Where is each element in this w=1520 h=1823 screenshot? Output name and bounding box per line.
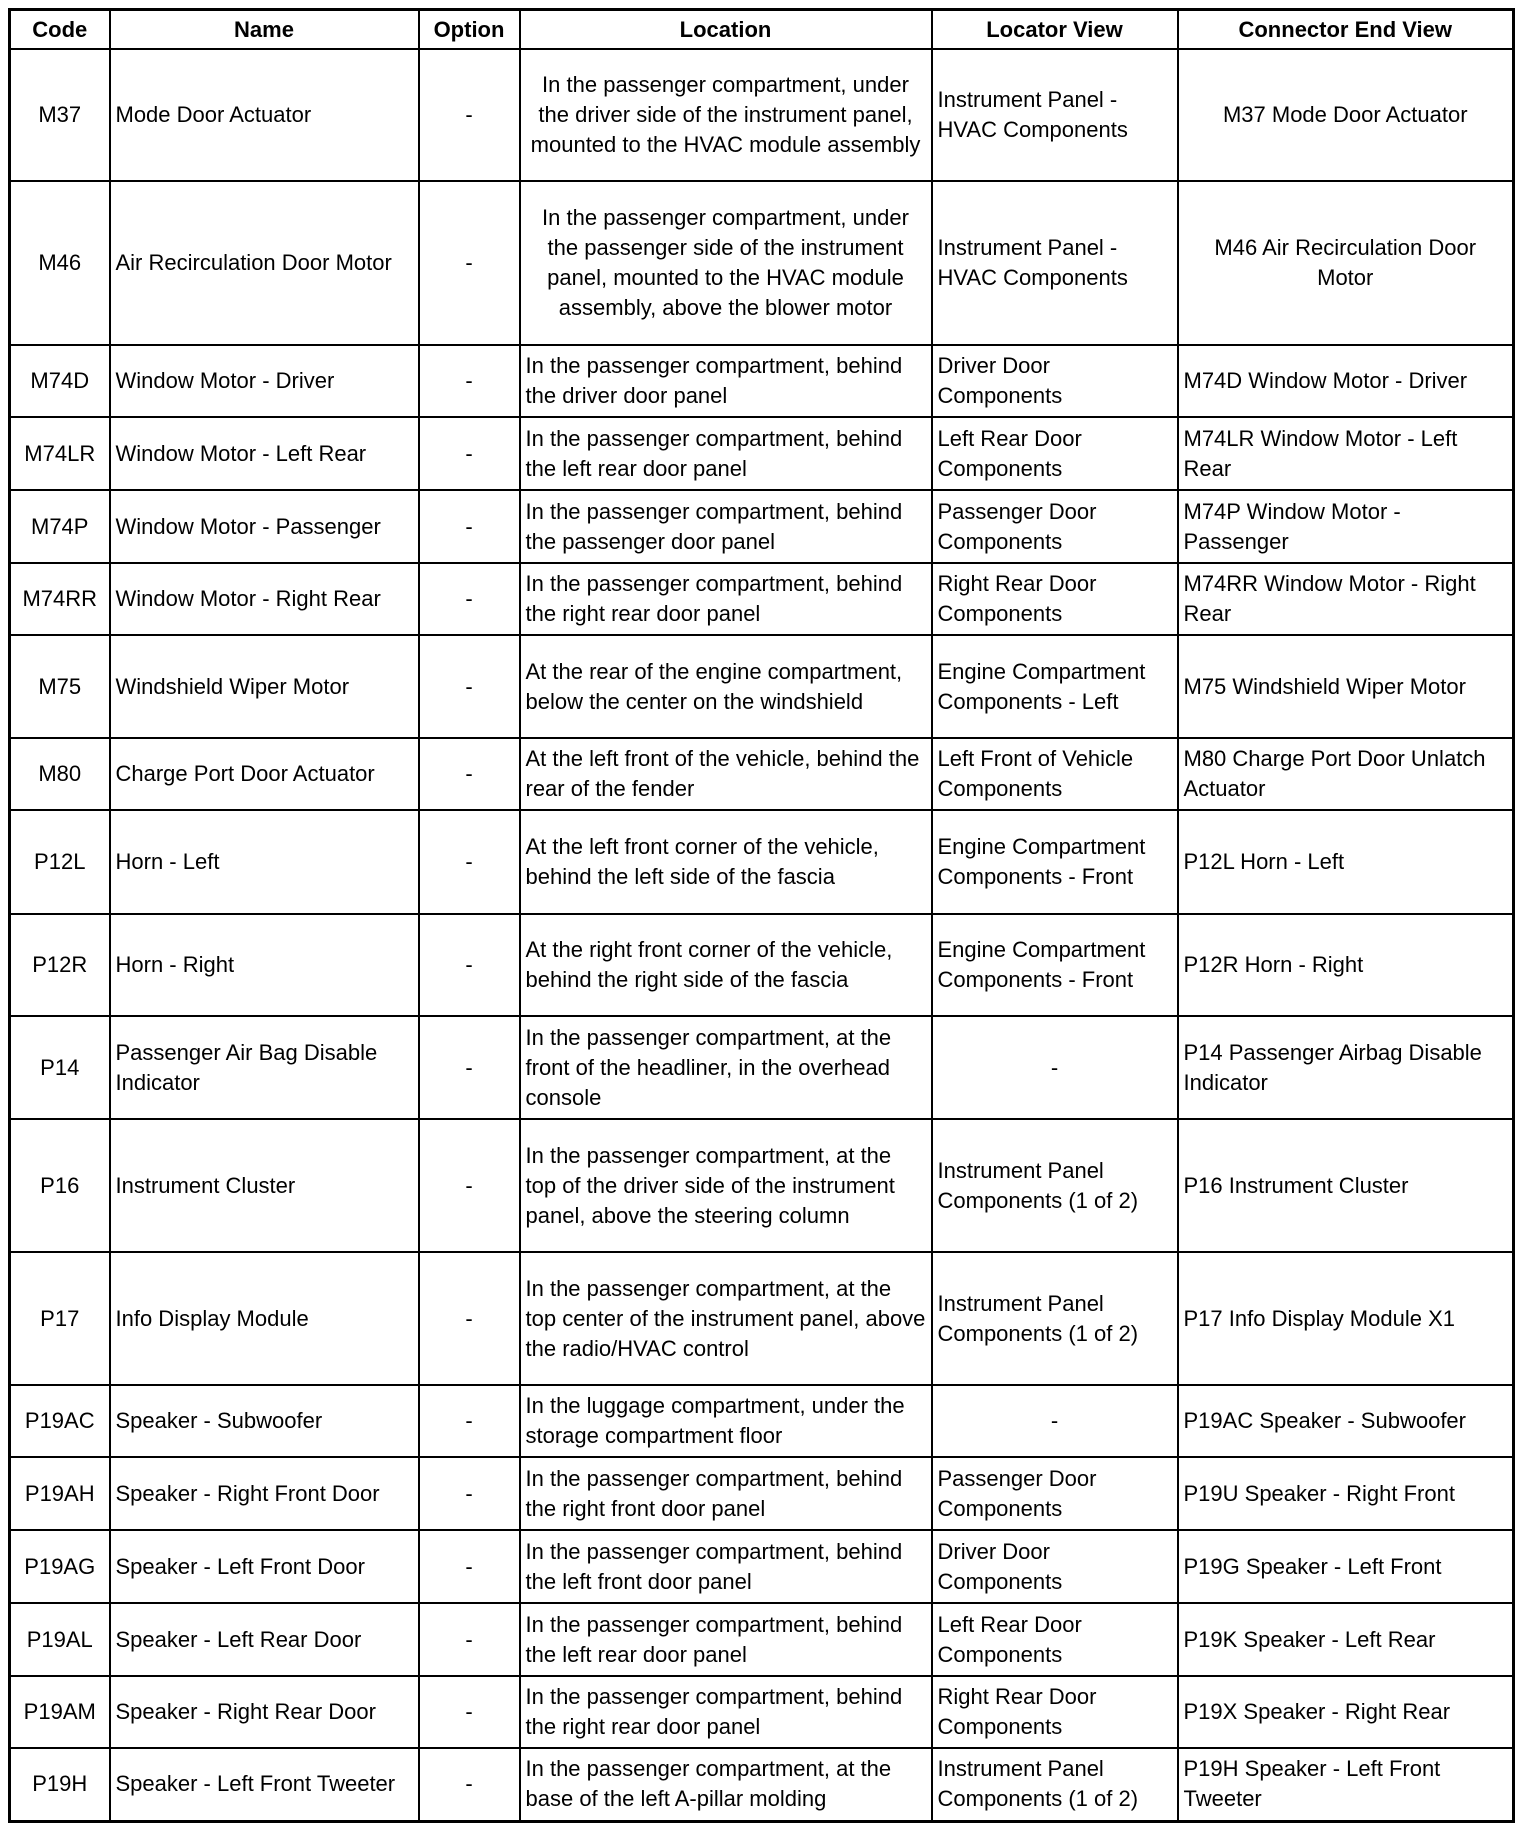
cell-locator: Left Rear Door Components	[932, 1603, 1178, 1676]
cell-locator: Driver Door Components	[932, 345, 1178, 417]
component-locator-table	[8, 8, 1515, 1823]
cell-locator: Engine Compartment Components - Front	[932, 810, 1178, 914]
cell-option: -	[419, 49, 520, 181]
cell-location: In the passenger compartment, behind the right rear door panel	[520, 1676, 932, 1748]
cell-location: At the left front of the vehicle, behind the rear of the fender	[520, 738, 932, 810]
cell-location: In the passenger compartment, behind the right rear door panel	[520, 563, 932, 635]
cell-locator: Passenger Door Components	[932, 1457, 1178, 1530]
cell-connector: M74RR Window Motor - Right Rear	[1178, 563, 1514, 635]
cell-code: P19AG	[10, 1530, 110, 1603]
cell-connector: M74D Window Motor - Driver	[1178, 345, 1514, 417]
cell-locator: Passenger Door Components	[932, 490, 1178, 563]
cell-name: Passenger Air Bag Disable Indicator	[110, 1016, 419, 1119]
cell-connector: P19AC Speaker - Subwoofer	[1178, 1385, 1514, 1457]
cell-location: In the luggage compartment, under the storage compartment floor	[520, 1385, 932, 1457]
cell-connector: P19X Speaker - Right Rear	[1178, 1676, 1514, 1748]
cell-name: Speaker - Left Front Tweeter	[110, 1748, 419, 1821]
cell-locator: -	[932, 1016, 1178, 1119]
header-code: Code	[10, 10, 110, 50]
cell-location: In the passenger compartment, behind the driver door panel	[520, 345, 932, 417]
cell-location: In the passenger compartment, at the top center of the instrument panel, above the radio/HVAC control	[520, 1252, 932, 1385]
cell-code: P19AL	[10, 1603, 110, 1676]
cell-location: In the passenger compartment, at the top of the driver side of the instrument panel, above the steering column	[520, 1119, 932, 1252]
table-row	[10, 490, 1514, 563]
cell-connector: M46 Air Recirculation Door Motor	[1178, 181, 1514, 345]
cell-locator: Instrument Panel Components (1 of 2)	[932, 1119, 1178, 1252]
cell-code: P19AH	[10, 1457, 110, 1530]
cell-location: In the passenger compartment, behind the left rear door panel	[520, 417, 932, 490]
header-name: Name	[110, 10, 419, 50]
table-row	[10, 1748, 1514, 1821]
table-row	[10, 417, 1514, 490]
cell-option: -	[419, 1676, 520, 1748]
cell-locator: Left Front of Vehicle Components	[932, 738, 1178, 810]
cell-option: -	[419, 1385, 520, 1457]
table-row	[10, 1530, 1514, 1603]
cell-code: P19AM	[10, 1676, 110, 1748]
table-row	[10, 49, 1514, 181]
cell-locator: -	[932, 1385, 1178, 1457]
cell-location: In the passenger compartment, behind the left front door panel	[520, 1530, 932, 1603]
cell-name: Speaker - Subwoofer	[110, 1385, 419, 1457]
cell-location: In the passenger compartment, under the passenger side of the instrument panel, mounted to the HVAC module assembly, above the blower motor	[520, 181, 932, 345]
table-row	[10, 1603, 1514, 1676]
cell-name: Horn - Left	[110, 810, 419, 914]
cell-option: -	[419, 1016, 520, 1119]
cell-location: In the passenger compartment, under the driver side of the instrument panel, mounted to the HVAC module assembly	[520, 49, 932, 181]
cell-name: Info Display Module	[110, 1252, 419, 1385]
cell-name: Air Recirculation Door Motor	[110, 181, 419, 345]
cell-connector: P14 Passenger Airbag Disable Indicator	[1178, 1016, 1514, 1119]
cell-code: M74D	[10, 345, 110, 417]
table-row	[10, 635, 1514, 738]
cell-connector: P19U Speaker - Right Front	[1178, 1457, 1514, 1530]
cell-code: M75	[10, 635, 110, 738]
cell-option: -	[419, 1119, 520, 1252]
cell-location: At the left front corner of the vehicle, behind the left side of the fascia	[520, 810, 932, 914]
cell-code: M37	[10, 49, 110, 181]
cell-location: In the passenger compartment, behind the right front door panel	[520, 1457, 932, 1530]
cell-code: P14	[10, 1016, 110, 1119]
cell-connector: P19H Speaker - Left Front Tweeter	[1178, 1748, 1514, 1821]
table-row	[10, 1676, 1514, 1748]
table-row	[10, 181, 1514, 345]
cell-option: -	[419, 635, 520, 738]
table-row	[10, 1457, 1514, 1530]
cell-code: M46	[10, 181, 110, 345]
cell-locator: Instrument Panel Components (1 of 2)	[932, 1748, 1178, 1821]
table-row	[10, 1016, 1514, 1119]
cell-name: Window Motor - Right Rear	[110, 563, 419, 635]
cell-connector: P16 Instrument Cluster	[1178, 1119, 1514, 1252]
cell-code: P19H	[10, 1748, 110, 1821]
cell-name: Instrument Cluster	[110, 1119, 419, 1252]
table-row	[10, 1252, 1514, 1385]
cell-locator: Left Rear Door Components	[932, 417, 1178, 490]
cell-locator: Engine Compartment Components - Front	[932, 914, 1178, 1016]
cell-location: In the passenger compartment, behind the left rear door panel	[520, 1603, 932, 1676]
cell-name: Window Motor - Driver	[110, 345, 419, 417]
cell-name: Horn - Right	[110, 914, 419, 1016]
cell-option: -	[419, 563, 520, 635]
table-row	[10, 914, 1514, 1016]
cell-name: Window Motor - Passenger	[110, 490, 419, 563]
header-location: Location	[520, 10, 932, 50]
cell-option: -	[419, 738, 520, 810]
cell-locator: Right Rear Door Components	[932, 563, 1178, 635]
cell-connector: M37 Mode Door Actuator	[1178, 49, 1514, 181]
cell-connector: M74LR Window Motor - Left Rear	[1178, 417, 1514, 490]
cell-location: At the right front corner of the vehicle, behind the right side of the fascia	[520, 914, 932, 1016]
cell-option: -	[419, 1748, 520, 1821]
cell-option: -	[419, 181, 520, 345]
table-row	[10, 738, 1514, 810]
header-option: Option	[419, 10, 520, 50]
cell-name: Charge Port Door Actuator	[110, 738, 419, 810]
cell-name: Speaker - Right Rear Door	[110, 1676, 419, 1748]
cell-code: M80	[10, 738, 110, 810]
cell-location: In the passenger compartment, behind the passenger door panel	[520, 490, 932, 563]
table-row	[10, 345, 1514, 417]
cell-code: P19AC	[10, 1385, 110, 1457]
header-locator-view: Locator View	[932, 10, 1178, 50]
table-row	[10, 1385, 1514, 1457]
cell-option: -	[419, 914, 520, 1016]
cell-name: Speaker - Left Front Door	[110, 1530, 419, 1603]
cell-code: P12L	[10, 810, 110, 914]
cell-connector: P19G Speaker - Left Front	[1178, 1530, 1514, 1603]
cell-name: Speaker - Right Front Door	[110, 1457, 419, 1530]
cell-location: At the rear of the engine compartment, below the center on the windshield	[520, 635, 932, 738]
cell-name: Window Motor - Left Rear	[110, 417, 419, 490]
cell-name: Speaker - Left Rear Door	[110, 1603, 419, 1676]
cell-locator: Instrument Panel - HVAC Components	[932, 181, 1178, 345]
cell-name: Windshield Wiper Motor	[110, 635, 419, 738]
cell-connector: M80 Charge Port Door Unlatch Actuator	[1178, 738, 1514, 810]
cell-code: M74RR	[10, 563, 110, 635]
cell-connector: M74P Window Motor - Passenger	[1178, 490, 1514, 563]
table-row	[10, 1119, 1514, 1252]
cell-code: P17	[10, 1252, 110, 1385]
cell-option: -	[419, 1603, 520, 1676]
table-row	[10, 563, 1514, 635]
cell-code: M74LR	[10, 417, 110, 490]
cell-option: -	[419, 1530, 520, 1603]
cell-option: -	[419, 417, 520, 490]
cell-connector: P17 Info Display Module X1	[1178, 1252, 1514, 1385]
cell-locator: Instrument Panel Components (1 of 2)	[932, 1252, 1178, 1385]
cell-code: P12R	[10, 914, 110, 1016]
cell-option: -	[419, 810, 520, 914]
cell-connector: M75 Windshield Wiper Motor	[1178, 635, 1514, 738]
header-connector-end-view: Connector End View	[1178, 10, 1514, 50]
cell-locator: Engine Compartment Components - Left	[932, 635, 1178, 738]
cell-connector: P12R Horn - Right	[1178, 914, 1514, 1016]
cell-locator: Instrument Panel - HVAC Components	[932, 49, 1178, 181]
table-row	[10, 810, 1514, 914]
cell-location: In the passenger compartment, at the front of the headliner, in the overhead console	[520, 1016, 932, 1119]
cell-option: -	[419, 1457, 520, 1530]
cell-option: -	[419, 1252, 520, 1385]
cell-locator: Right Rear Door Components	[932, 1676, 1178, 1748]
cell-locator: Driver Door Components	[932, 1530, 1178, 1603]
cell-location: In the passenger compartment, at the base of the left A-pillar molding	[520, 1748, 932, 1821]
table-header-row	[10, 10, 1514, 50]
cell-code: M74P	[10, 490, 110, 563]
cell-option: -	[419, 345, 520, 417]
cell-option: -	[419, 490, 520, 563]
cell-name: Mode Door Actuator	[110, 49, 419, 181]
cell-connector: P19K Speaker - Left Rear	[1178, 1603, 1514, 1676]
cell-connector: P12L Horn - Left	[1178, 810, 1514, 914]
cell-code: P16	[10, 1119, 110, 1252]
